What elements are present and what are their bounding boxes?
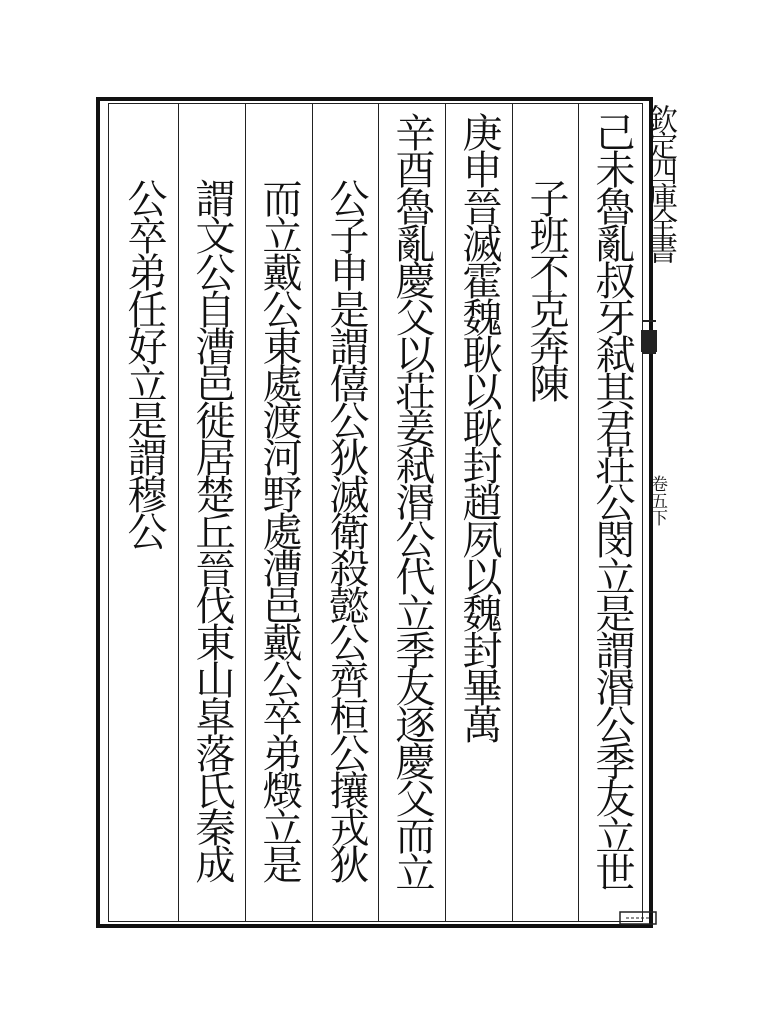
column-rule — [445, 103, 446, 922]
volume-label: 卷五下 — [647, 475, 667, 526]
fishtail-bottom-ornament — [618, 908, 658, 928]
column-rule — [178, 103, 179, 922]
text-column-5: 公子申是謂僖公狄滅衛殺懿公齊桓公攘戎狄 — [323, 178, 369, 881]
text-column-1: 己未魯亂叔牙弒其君荘公閔立是謂湣公季友立世 — [589, 112, 635, 889]
column-rule — [512, 103, 513, 922]
column-rule — [245, 103, 246, 922]
text-column-2: 子班不克奔陳 — [523, 178, 569, 400]
column-rule — [378, 103, 379, 922]
text-column-8: 公卒弟任好立是謂穆公 — [121, 178, 167, 548]
text-column-4: 辛酉魯亂慶父以荘姜弒湣公代立季友逐慶父而立 — [389, 112, 435, 889]
column-rule — [578, 103, 579, 922]
fishtail-block — [641, 330, 657, 352]
text-column-6: 而立戴公東處渡河野處漕邑戴公卒弟燬立是 — [256, 178, 302, 881]
text-column-3: 庚申晉滅霍魏耿以耿封趙夙以魏封畢萬 — [456, 112, 502, 741]
book-title: 欽定四庫全書 — [642, 104, 677, 260]
fishtail-mark-bottom — [642, 352, 656, 354]
text-column-7: 謂文公自漕邑徙居楚丘晉伐東山皐落氏秦成 — [189, 178, 235, 881]
fishtail-mark-top — [642, 320, 656, 322]
column-rule — [312, 103, 313, 922]
